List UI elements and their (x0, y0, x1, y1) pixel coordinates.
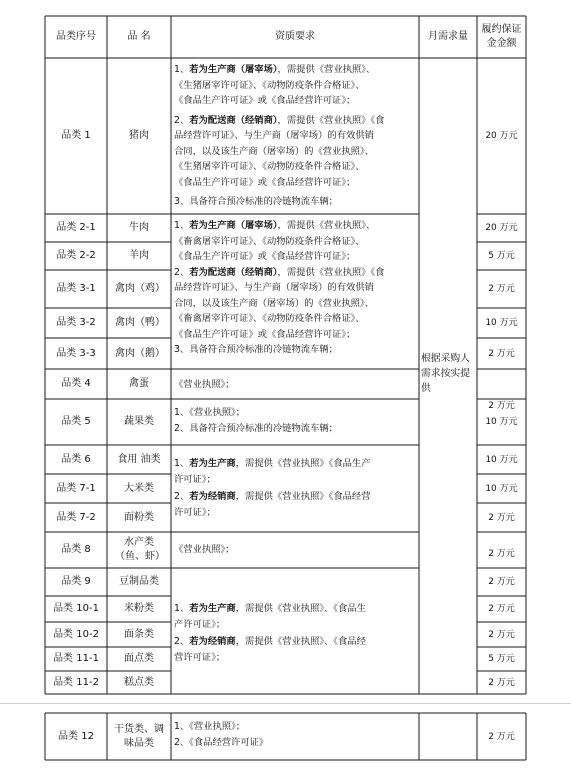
row-category-no: 品类 3-3 (56, 347, 96, 359)
row-category-no: 品类 2-2 (56, 250, 96, 261)
requirements-dry-goods (174, 719, 268, 750)
row-amount: 2 万元 (488, 577, 515, 587)
requirements-vegetables (174, 405, 338, 436)
row-category-no: 品类 3-1 (56, 283, 96, 294)
requirements-soy-noodle-pastry: 1、若为生产商，需提供《营业执照》、《食品生 产许可证》； 2、若为经销商，需提供《营业执照》、《食品经 营许可证》； (174, 603, 366, 663)
row-category-no: 品类 8 (61, 544, 91, 555)
req-line: 1、《营业执照》； (174, 407, 245, 418)
row-amount: 5 万元 (488, 654, 515, 664)
row-name: 食用 油类 (117, 453, 161, 465)
row-category-no: 品类 9 (61, 576, 91, 587)
row-amount: 10 万元 (485, 454, 518, 465)
row-category-no: 品类 11-1 (53, 653, 99, 664)
row-name: 猪肉 (129, 130, 149, 141)
monthly-demand-note (421, 351, 470, 396)
row-name: 米粉类 (124, 603, 154, 614)
row-category-no: 品类 5 (61, 416, 91, 427)
row-amount: 2 万元 (488, 629, 515, 640)
row-amount: 2 万元 (488, 512, 515, 523)
row-name: 禽肉（鸡） (115, 283, 165, 294)
row-name: 禽蛋 (129, 378, 149, 389)
row-category-no: 品类 11-2 (53, 676, 99, 688)
requirements-pork: 1、若为生产商（屠宰场），需提供《营业执照》、 《生猪屠宰许可证》、《动物防疫条件合格证》、 《食品生产许可证》或《食品经营许可证》； 2、若为配送商（经销商），需提供《营业执照》《食 品经营许可证》、与生产商（屠宰场）的有效供销 合同，以及该生产商（屠宰场）的《营业执照》、 《生猪屠宰许可证》、《动物防疫条件合格证》、 《食品生产许可证》或《食品经营许可证》； 3、具备符合预冷标准的冷链物流车辆； (174, 64, 385, 207)
row12-amount: 2 万元 (488, 731, 515, 742)
row-category-no: 品类 2-1 (56, 222, 96, 233)
demand-line: 根据采购人 (421, 353, 470, 364)
row-name: 豆制品类 (119, 576, 159, 587)
requirements-oil-grain: 1、若为生产商，需提供《营业执照》《食品生产 许可证》； 2、若为经销商，需提供《营业执照》《食品经营 许可证》； (174, 458, 371, 518)
row-amount: 2 万元 (488, 348, 515, 359)
row-amount: 2 万元 (488, 604, 515, 614)
header-category-no: 品类序号 (56, 31, 96, 42)
demand-line: 需求按实提 (421, 368, 470, 379)
row-category-no: 品类 10-1 (53, 603, 99, 614)
row-amount: 10 万元 (485, 318, 518, 328)
row-name: 面点类 (124, 653, 154, 664)
row-amount: 2 万元 (488, 677, 515, 688)
row-amount: 2 万元 (488, 401, 515, 411)
row-category-no: 品类 6 (61, 453, 91, 465)
row-category-no: 品类 1 (61, 130, 91, 141)
row-category-no: 品类 7-1 (56, 482, 96, 494)
row-name: 面粉类 (124, 511, 154, 523)
page-break-line (0, 703, 571, 704)
req-line: 1、《营业执照》； (174, 721, 245, 732)
row-category-no: 品类 4 (61, 378, 91, 389)
row-name: 水产类（鱼、虾） (115, 537, 165, 562)
req-line: 2、《食品经营许可证》 (174, 736, 269, 748)
row-amount: 2 万元 (488, 549, 515, 559)
requirements-livestock-poultry: 1、若为生产商（屠宰场），需提供《营业执照》、 《畜禽屠宰许可证》、《动物防疫条件合格证》、 《食品生产许可证》或《食品经营许可证》； 2、若为配送商（经销商），需提供《营业执照》《食 品经营许可证》、与生产商（屠宰场）的有效供销 合同，以及该生产商（屠宰场）的《营业执照》、 《畜禽屠宰许可证》、《动物防疫条件合格证》、 《食品生产许可证》或《食品经营许可证》； 3、具备符合预冷标准的冷链物流车辆； (174, 220, 385, 355)
header-deposit: 履约保证金金额 (481, 24, 522, 49)
row-amount: 2 万元 (488, 284, 515, 294)
row-category-no: 品类 7-2 (56, 511, 96, 523)
row-amount: 20 万元 (485, 131, 518, 141)
row-amount: 10 万元 (485, 483, 518, 494)
row-amount: 10 万元 (485, 417, 518, 427)
row12-no: 品类 12 (58, 730, 94, 742)
row-name: 禽肉（鹅） (115, 347, 165, 359)
demand-line: 供 (421, 383, 431, 394)
header-name: 品 名 (127, 31, 151, 42)
row-category-no: 品类 3-2 (56, 317, 96, 328)
header-requirements: 资质要求 (275, 31, 315, 42)
row12-name: 干货类、调味品类 (114, 723, 164, 749)
requirements-aquatic: 《营业执照》； (174, 544, 235, 555)
row-name: 牛肉 (129, 222, 149, 233)
header-monthly-demand: 月需求量 (428, 31, 468, 42)
req-line: 2、具备符合预冷标准的冷链物流车辆； (174, 422, 338, 434)
row-amount: 5 万元 (488, 251, 515, 261)
row-amount: 20 万元 (485, 223, 518, 233)
row-name: 面条类 (124, 628, 154, 640)
requirements-eggs: 《营业执照》； (174, 379, 235, 390)
row-category-no: 品类 10-2 (53, 628, 99, 640)
row-name: 大米类 (124, 482, 154, 494)
row-name: 糕点类 (124, 676, 154, 688)
row-name: 羊肉 (129, 250, 149, 261)
row-name: 蔬果类 (124, 416, 154, 427)
row-name: 禽肉（鸭） (115, 317, 165, 328)
